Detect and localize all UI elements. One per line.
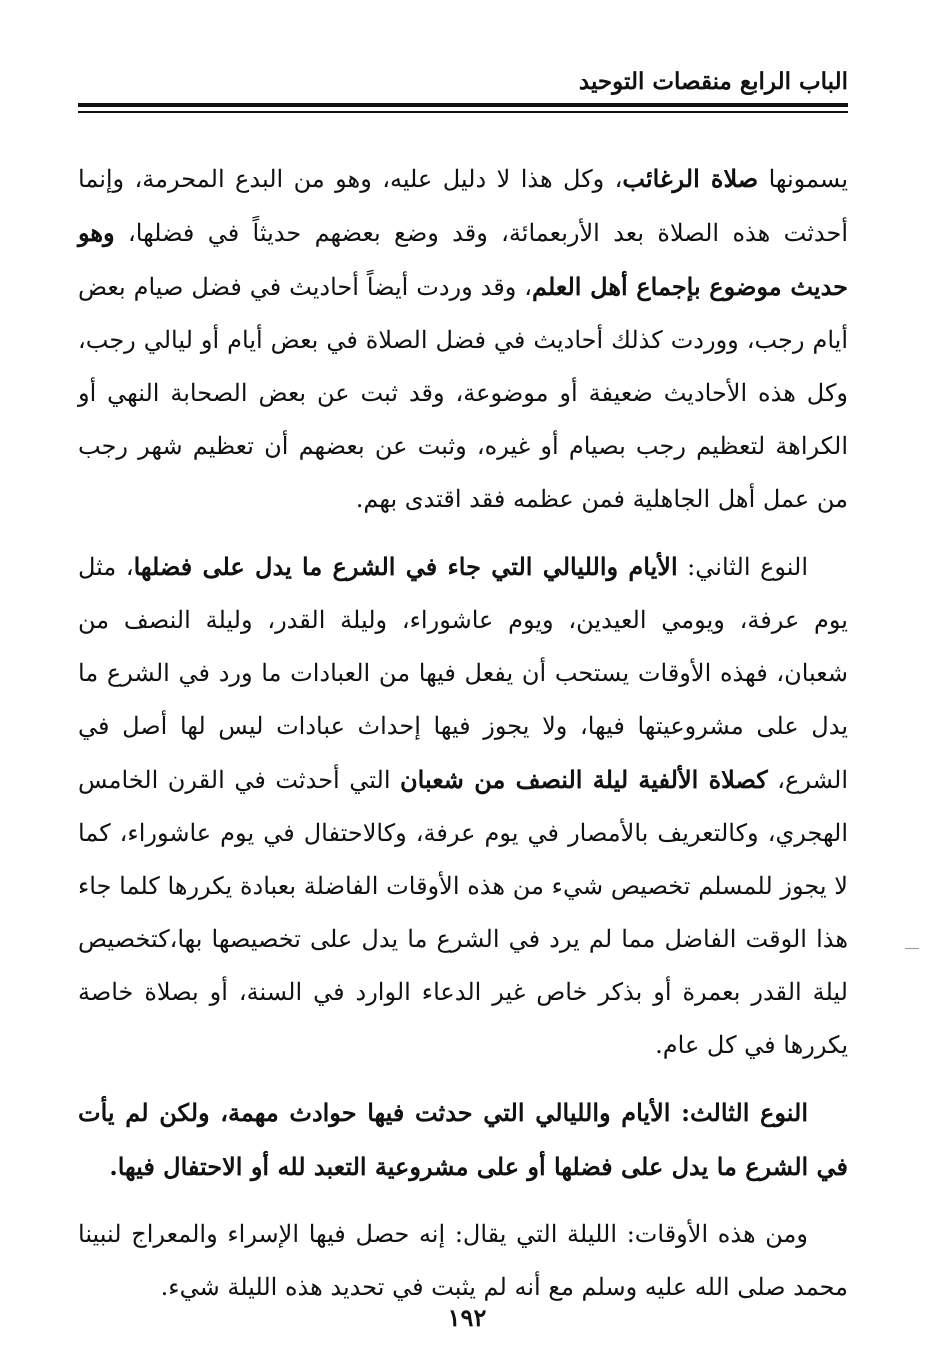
text-run: ومن هذه الأوقات: الليلة التي يقال: إنه حصل فيها الإسراء والمعراج لنبينا محمد صلى الله عليه وسلم مع أنه لم يثبت في تحديد هذه الليلة شيء. xyxy=(78,1220,848,1301)
running-head: الباب الرابع منقصات التوحيد xyxy=(578,68,848,95)
bold-phrase-fabricated-hadith: وهو حديث موضوع بإجماع أهل العلم xyxy=(78,218,849,301)
bold-phrase-alfiyya-prayer: كصلاة الألفية ليلة النصف من شعبان xyxy=(400,765,768,794)
paragraph-3 xyxy=(78,1086,848,1194)
text-run: التي أحدثت في القرن الخامس الهجري، وكالتعريف بالأمصار في يوم عرفة، وكالاحتفال في يوم عاشوراء، كما لا يجوز للمسلم تخصيص شيء من هذه الأوقات الفاضلة بعبادة يكررها كلما جاء هذا الوقت الفاضل مما لم يرد في الشرع ما يدل على تخصيصها بها،كتخصيص ليلة القدر بعمرة أو بذكر خاص غير الدعاء الوارد في السنة، أو بصلاة خاصة يكررها في كل عام. xyxy=(78,766,849,1059)
text-run: ، وقد وردت أيضاً أحاديث في فضل صيام بعض أيام رجب، ووردت كذلك أحاديث في فضل الصلاة في بعض أيام أو ليالي رجب، وكل هذه الأحاديث ضعيفة أو موضوعة، وقد ثبت عن بعض الصحابة النهي أو الكراهة لتعظيم رجب بصيام أو غيره، وثبت عن بعضهم أن تعظيم شهر رجب من عمل أهل الجاهلية فمن عظمه فقد اقتدى بهم. xyxy=(78,273,848,513)
paragraph-1 xyxy=(78,152,848,526)
paragraph-4 xyxy=(78,1208,848,1314)
text-run: ، وكل هذا لا دليل عليه، وهو من البدع المحرمة، وإنما أحدثت هذه الصلاة بعد الأربعمائة، وقد وضع بعضهم حديثاً في فضلها، xyxy=(78,165,848,247)
text-run: يسمونها xyxy=(758,165,849,193)
bold-term-salat-al-raghaib: صلاة الرغائب xyxy=(622,164,759,193)
paragraph-2 xyxy=(78,540,848,1072)
text-run: ، مثل يوم عرفة، ويومي العيدين، ويوم عاشوراء، وليلة القدر، وليلة النصف من شعبان، فهذه الأوقات يستحب أن يفعل فيها من العبادات ما ورد في الشرع ما يدل على مشروعيتها فيها، ولا يجوز فيها إحداث عبادات ليس لها أصل في الشرع، xyxy=(78,553,849,794)
page-number: ١٩٢ xyxy=(447,1303,487,1332)
text-run: النوع الثاني: xyxy=(677,553,808,581)
bold-paragraph-third-type: النوع الثالث: الأيام والليالي التي حدثت فيها حوادث مهمة، ولكن لم يأت في الشرع ما يدل على فضلها أو على مشروعية التعبد لله أو الاحتفال فيها. xyxy=(78,1098,848,1181)
body-text xyxy=(78,152,848,1314)
header-rule-thin xyxy=(78,111,848,113)
bold-phrase-second-type: الأيام والليالي التي جاء في الشرع ما يدل على فضلها xyxy=(133,552,678,581)
header-rule-thick xyxy=(78,103,848,107)
margin-mark xyxy=(905,948,919,949)
